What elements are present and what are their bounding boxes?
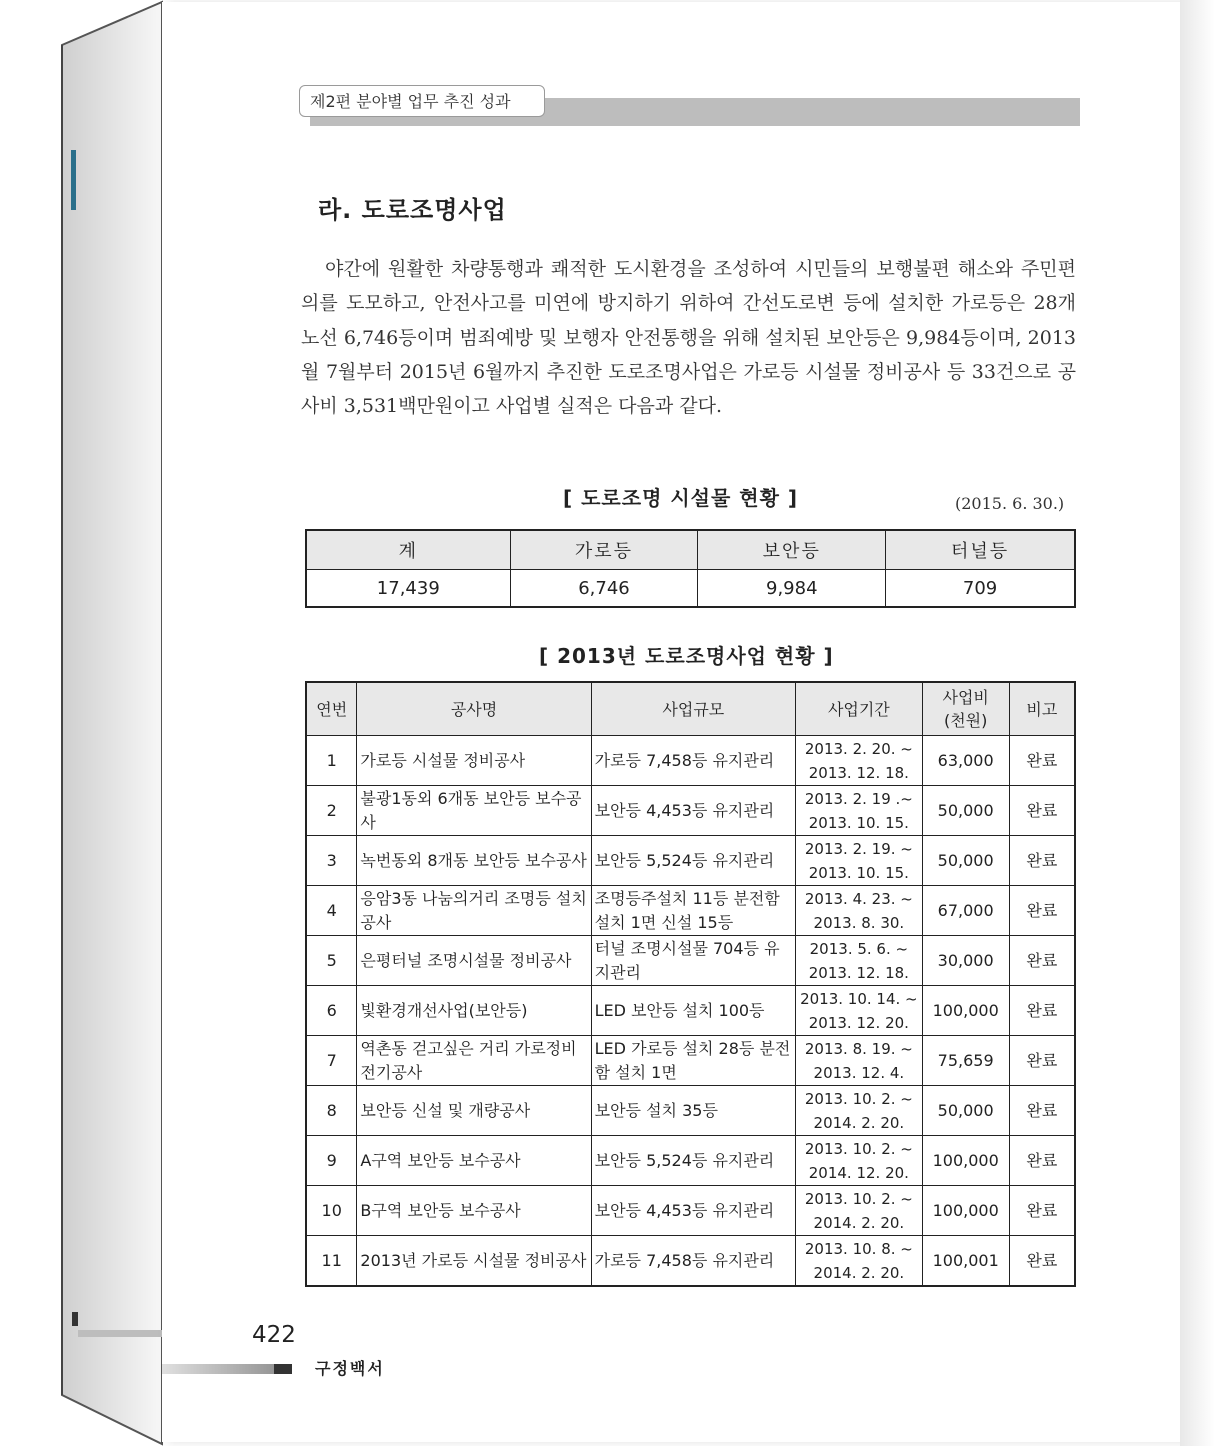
row-period-start: 2013. 10. 2. ~ bbox=[804, 1189, 913, 1208]
row-cost: 30,000 bbox=[922, 936, 1009, 986]
table-row bbox=[306, 1086, 1075, 1136]
row-note: 완료 bbox=[1009, 1186, 1075, 1236]
project-table-body bbox=[306, 736, 1075, 1287]
row-cost: 50,000 bbox=[922, 1086, 1009, 1136]
row-cost: 67,000 bbox=[922, 886, 1009, 936]
row-period bbox=[796, 736, 923, 786]
row-name: 불광1동외 6개동 보안등 보수공사 bbox=[357, 786, 591, 836]
row-scale: 보안등 4,453등 유지관리 bbox=[591, 1186, 795, 1236]
body-paragraph-block bbox=[301, 252, 1076, 423]
row-period bbox=[796, 1186, 923, 1236]
row-period-start: 2013. 10. 2. ~ bbox=[804, 1089, 913, 1108]
facility-table bbox=[305, 529, 1076, 608]
row-period-end: 2014. 2. 20. bbox=[813, 1213, 905, 1232]
facility-table-value-row bbox=[306, 570, 1075, 608]
row-cost: 100,000 bbox=[922, 1136, 1009, 1186]
row-cost: 50,000 bbox=[922, 786, 1009, 836]
row-note: 완료 bbox=[1009, 836, 1075, 886]
row-cost: 75,659 bbox=[922, 1036, 1009, 1086]
row-period-start: 2013. 8. 19. ~ bbox=[804, 1039, 913, 1058]
table-row bbox=[306, 886, 1075, 936]
table-row bbox=[306, 1136, 1075, 1186]
row-name: 역촌동 걷고싶은 거리 가로정비 전기공사 bbox=[357, 1036, 591, 1086]
row-period-end: 2013. 12. 18. bbox=[808, 963, 909, 982]
table-row bbox=[306, 786, 1075, 836]
row-note: 완료 bbox=[1009, 936, 1075, 986]
row-note: 완료 bbox=[1009, 1136, 1075, 1186]
header-tunnel-light: 터널등 bbox=[886, 530, 1075, 570]
page-edge-shadow bbox=[1180, 0, 1215, 1446]
row-period bbox=[796, 936, 923, 986]
facility-table-title: [ 도로조명 시설물 현황 ] bbox=[563, 486, 799, 510]
row-period bbox=[796, 886, 923, 936]
footer-bar bbox=[162, 1364, 292, 1374]
table-row bbox=[306, 1036, 1075, 1086]
row-name: 녹번동외 8개동 보안등 보수공사 bbox=[357, 836, 591, 886]
table-row bbox=[306, 936, 1075, 986]
row-period-end: 2014. 12. 20. bbox=[808, 1163, 909, 1182]
row-name: 빛환경개선사업(보안등) bbox=[357, 986, 591, 1036]
row-scale: 터널 조명시설물 704등 유지관리 bbox=[591, 936, 795, 986]
row-period-end: 2013. 8. 30. bbox=[813, 913, 905, 932]
row-scale: 보안등 5,524등 유지관리 bbox=[591, 836, 795, 886]
row-name: 가로등 시설물 정비공사 bbox=[357, 736, 591, 786]
row-period-end: 2014. 2. 20. bbox=[813, 1263, 905, 1282]
row-note: 완료 bbox=[1009, 1236, 1075, 1287]
row-cost: 100,001 bbox=[922, 1236, 1009, 1287]
row-no: 11 bbox=[306, 1236, 357, 1287]
table-row bbox=[306, 1236, 1075, 1287]
row-period-start: 2013. 10. 14. ~ bbox=[800, 989, 918, 1008]
row-no: 7 bbox=[306, 1036, 357, 1086]
row-no: 5 bbox=[306, 936, 357, 986]
row-scale: 가로등 7,458등 유지관리 bbox=[591, 1236, 795, 1287]
row-period-start: 2013. 2. 19. ~ bbox=[804, 839, 913, 858]
row-no: 8 bbox=[306, 1086, 357, 1136]
header-cost bbox=[922, 682, 1009, 736]
row-scale: LED 가로등 설치 28등 분전함 설치 1면 bbox=[591, 1036, 795, 1086]
row-name: 은평터널 조명시설물 정비공사 bbox=[357, 936, 591, 986]
row-period bbox=[796, 836, 923, 886]
row-period-end: 2013. 12. 20. bbox=[808, 1013, 909, 1032]
row-period-end: 2013. 12. 4. bbox=[813, 1063, 905, 1082]
row-no: 9 bbox=[306, 1136, 357, 1186]
row-cost: 100,000 bbox=[922, 1186, 1009, 1236]
row-period-start: 2013. 10. 2. ~ bbox=[804, 1139, 913, 1158]
row-no: 2 bbox=[306, 786, 357, 836]
row-period-start: 2013. 10. 8. ~ bbox=[804, 1239, 913, 1258]
table-row bbox=[306, 986, 1075, 1036]
row-no: 10 bbox=[306, 1186, 357, 1236]
row-name: 응암3동 나눔의거리 조명등 설치공사 bbox=[357, 886, 591, 936]
header-scale: 사업규모 bbox=[591, 682, 795, 736]
row-period-start: 2013. 2. 19 .~ bbox=[804, 789, 913, 808]
section-title: 라. 도로조명사업 bbox=[318, 196, 507, 224]
row-period-start: 2013. 5. 6. ~ bbox=[809, 939, 909, 958]
body-paragraph: 야간에 원활한 차량통행과 쾌적한 도시환경을 조성하여 시민들의 보행불편 해소와 주민편의를 도모하고, 안전사고를 미연에 방지하기 위하여 간선도로변 등에 설치한 가로등은 28개 노선 6,746등이며 범죄예방 및 보행자 안전통행을 위해 설치된 보안등은 9,984등이며, 2013월 7월부터 2015년 6월까지 추진한 도로조명사업은 가로등 시설물 정비공사 등 33건으로 공사비 3,531백만원이고 사업별 실적은 다음과 같다. bbox=[301, 258, 1076, 418]
value-total: 17,439 bbox=[306, 570, 510, 608]
row-note: 완료 bbox=[1009, 1036, 1075, 1086]
row-note: 완료 bbox=[1009, 886, 1075, 936]
row-scale: LED 보안등 설치 100등 bbox=[591, 986, 795, 1036]
footer-bar-marker bbox=[274, 1364, 292, 1374]
row-scale: 보안등 5,524등 유지관리 bbox=[591, 1136, 795, 1186]
value-streetlight: 6,746 bbox=[510, 570, 698, 608]
header-streetlight: 가로등 bbox=[510, 530, 698, 570]
chapter-label: 제2편 분야별 업무 추진 성과 bbox=[299, 85, 545, 117]
row-period-end: 2013. 10. 15. bbox=[808, 863, 909, 882]
row-note: 완료 bbox=[1009, 986, 1075, 1036]
row-no: 6 bbox=[306, 986, 357, 1036]
row-period bbox=[796, 1136, 923, 1186]
row-period-end: 2014. 2. 20. bbox=[813, 1113, 905, 1132]
as-of-date: (2015. 6. 30.) bbox=[955, 494, 1065, 513]
row-note: 완료 bbox=[1009, 736, 1075, 786]
row-no: 3 bbox=[306, 836, 357, 886]
row-scale: 보안등 설치 35등 bbox=[591, 1086, 795, 1136]
row-name: A구역 보안등 보수공사 bbox=[357, 1136, 591, 1186]
table-row bbox=[306, 736, 1075, 786]
row-no: 4 bbox=[306, 886, 357, 936]
table-row bbox=[306, 1186, 1075, 1236]
project-table-header-row bbox=[306, 682, 1075, 736]
page-number: 422 bbox=[252, 1322, 296, 1348]
row-period-end: 2013. 12. 18. bbox=[808, 763, 909, 782]
row-period bbox=[796, 1086, 923, 1136]
header-security-light: 보안등 bbox=[698, 530, 886, 570]
row-cost: 50,000 bbox=[922, 836, 1009, 886]
project-table bbox=[305, 681, 1076, 1287]
row-note: 완료 bbox=[1009, 786, 1075, 836]
book-title: 구정백서 bbox=[315, 1359, 385, 1378]
header-cost-line1: 사업비 bbox=[942, 688, 989, 707]
row-scale: 가로등 7,458등 유지관리 bbox=[591, 736, 795, 786]
row-cost: 100,000 bbox=[922, 986, 1009, 1036]
row-no: 1 bbox=[306, 736, 357, 786]
row-note: 완료 bbox=[1009, 1086, 1075, 1136]
row-period bbox=[796, 1036, 923, 1086]
facility-table-header-row bbox=[306, 530, 1075, 570]
row-period bbox=[796, 986, 923, 1036]
project-table-title: [ 2013년 도로조명사업 현황 ] bbox=[539, 644, 834, 668]
header-period: 사업기간 bbox=[796, 682, 923, 736]
row-period-start: 2013. 4. 23. ~ bbox=[804, 889, 913, 908]
value-security-light: 9,984 bbox=[698, 570, 886, 608]
book-spine-graphic bbox=[0, 0, 170, 1446]
table-row bbox=[306, 836, 1075, 886]
row-cost: 63,000 bbox=[922, 736, 1009, 786]
header-total: 계 bbox=[306, 530, 510, 570]
row-period bbox=[796, 1236, 923, 1287]
row-scale: 조명등주설치 11등 분전함설치 1면 신설 15등 bbox=[591, 886, 795, 936]
row-scale: 보안등 4,453등 유지관리 bbox=[591, 786, 795, 836]
row-period bbox=[796, 786, 923, 836]
row-period-start: 2013. 2. 20. ~ bbox=[804, 739, 913, 758]
row-name: 보안등 신설 및 개량공사 bbox=[357, 1086, 591, 1136]
row-name: 2013년 가로등 시설물 정비공사 bbox=[357, 1236, 591, 1287]
header-name: 공사명 bbox=[357, 682, 591, 736]
row-name: B구역 보안등 보수공사 bbox=[357, 1186, 591, 1236]
header-no: 연번 bbox=[306, 682, 357, 736]
row-period-end: 2013. 10. 15. bbox=[808, 813, 909, 832]
value-tunnel-light: 709 bbox=[886, 570, 1075, 608]
book-left-edge bbox=[0, 0, 170, 1446]
header-cost-line2: (천원) bbox=[943, 711, 988, 730]
header-note: 비고 bbox=[1009, 682, 1075, 736]
